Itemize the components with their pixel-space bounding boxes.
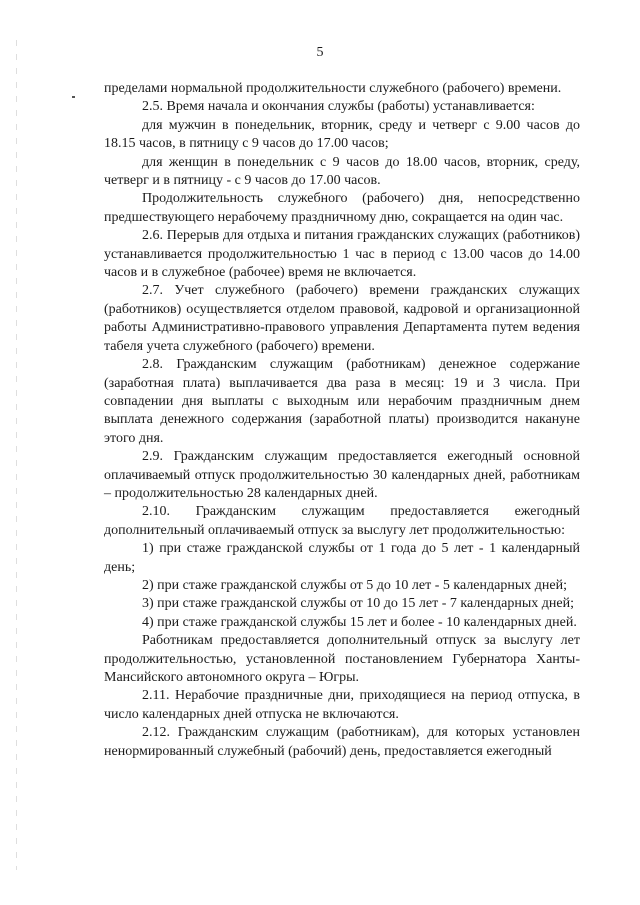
margin-mark: [72, 96, 75, 98]
paragraph-2-8: 2.8. Гражданским служащим (работникам) денежное содержание (заработная плата) выплачивается два раза в месяц: 19 и 3 числа. При совпадении дня выплаты с выходным или нерабочим праздничным днем выплата денежного содержания (заработной платы) производится накануне этого дня.: [104, 357, 580, 446]
paragraph-men-schedule: для мужчин в понедельник, вторник, среду и четверг с 9.00 часов до 18.15 часов, в пятницу с 9 часов до 17.00 часов;: [104, 117, 580, 152]
paragraph-2-10: 2.10. Гражданским служащим предоставляется ежегодный дополнительный оплачиваемый отпуск за выслугу лет продолжительностью:: [104, 504, 580, 538]
list-item-1: 1) при стаже гражданской службы от 1 года до 5 лет - 1 календарный день;: [104, 541, 580, 575]
page-number: 5: [316, 45, 324, 60]
document-body: [104, 80, 580, 761]
paragraph-women-schedule: для женщин в понедельник с 9 часов до 18.00 часов, вторник, среду, четверг и в пятницу - с 9 часов до 17.00 часов.: [104, 154, 580, 189]
paragraph-working-time-continuation: пределами нормальной продолжительности служебного (рабочего) времени.: [104, 81, 562, 96]
paragraph-2-5: 2.5. Время начала и окончания службы (работы) устанавливается:: [142, 99, 535, 115]
paragraph-2-12: 2.12. Гражданским служащим (работникам), для которых установлен ненормированный служебный (рабочий) день, предоставляется ежегодный: [104, 725, 580, 759]
paragraph-pre-holiday: Продолжительность служебного (рабочего) дня, непосредственно предшествующего нерабочему праздничному дню, сокращается на один час.: [104, 191, 580, 225]
paragraph-2-7: 2.7. Учет служебного (рабочего) времени гражданских служащих (работников) осуществляется отделом правовой, кадровой и организационной работы Административно-правового управления Департамента путем ведения табеля учета служебного (рабочего) времени.: [104, 283, 580, 354]
paragraph-2-11: 2.11. Нерабочие праздничные дни, приходящиеся на период отпуска, в число календарных дней отпуска не включаются.: [104, 688, 580, 722]
paragraph-workers-leave: Работникам предоставляется дополнительный отпуск за выслугу лет продолжительностью, установленной постановлением Губернатора Ханты-Мансийского автономного округа – Югры.: [104, 633, 580, 685]
binding-margin-line: [16, 40, 17, 870]
paragraph-2-6: 2.6. Перерыв для отдыха и питания гражданских служащих (работников) устанавливается продолжительностью 1 час в период с 13.00 часов до 14.00 часов и в служебное (рабочее) время не включается.: [104, 228, 580, 281]
list-item-3: 3) при стаже гражданской службы от 10 до 15 лет - 7 календарных дней;: [142, 596, 574, 612]
list-item-2: 2) при стаже гражданской службы от 5 до 10 лет - 5 календарных дней;: [142, 577, 567, 593]
list-item-4: 4) при стаже гражданской службы 15 лет и более - 10 календарных дней.: [142, 614, 577, 630]
paragraph-2-9: 2.9. Гражданским служащим предоставляется ежегодный основной оплачиваемый отпуск продолжительностью 30 календарных дней, работникам – продолжительностью 28 календарных дней.: [104, 449, 580, 501]
